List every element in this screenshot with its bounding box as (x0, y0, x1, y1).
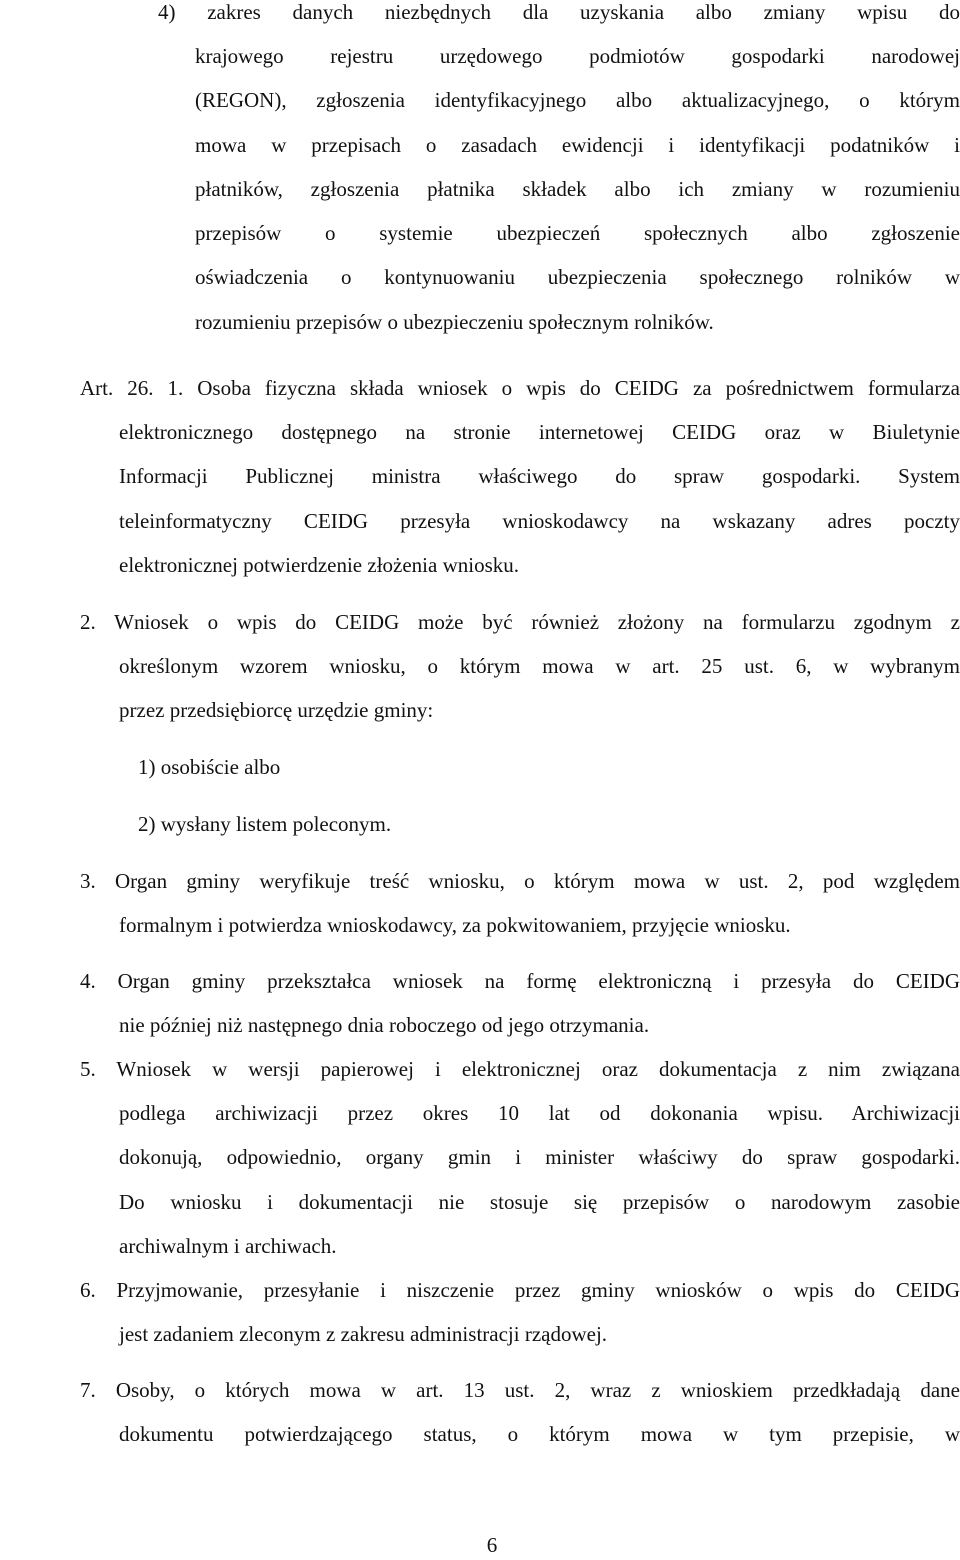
text-line: elektronicznego dostępnego na stronie internetowej CEIDG oraz w Biuletynie (119, 420, 960, 444)
text-line: Art. 26. 1. Osoba fizyczna składa wniosek o wpis do CEIDG za pośrednictwem formularza (80, 376, 960, 400)
art26-ust4 (119, 1003, 960, 1047)
text-line: jest zadaniem zleconym z zakresu administracji rządowej. (119, 1322, 608, 1346)
point-4 (158, 0, 960, 34)
text-line: 4. Organ gminy przekształca wniosek na formę elektroniczną i przesyła do CEIDG (80, 969, 960, 993)
text-line: płatników, zgłoszenia płatnika składek albo ich zmiany w rozumieniu (195, 176, 960, 201)
text-line: Do wniosku i dokumentacji nie stosuje się przepisów o narodowym zasobie (119, 1189, 960, 1214)
text-line: 4) zakres danych niezbędnych dla uzyskania albo zmiany wpisu do (158, 0, 960, 24)
text-line: formalnym i potwierdza wnioskodawcy, za pokwitowaniem, przyjęcie wniosku. (119, 913, 791, 937)
text-line: elektronicznej potwierdzenie złożenia wniosku. (119, 552, 520, 577)
art26-ust3 (119, 903, 960, 947)
text-line: Informacji Publicznej ministra właściwego do spraw gospodarki. System (119, 464, 960, 489)
text-line: 6. Przyjmowanie, przesyłanie i niszczenie przez gminy wniosków o wpis do CEIDG (80, 1278, 960, 1302)
text-line: (REGON), zgłoszenia identyfikacyjnego albo aktualizacyjnego, o którym (195, 88, 960, 113)
art26-ust2-first (80, 600, 960, 644)
art26-ust6-first (80, 1268, 960, 1312)
art26-ust3-first (80, 859, 960, 903)
text-line: 3. Organ gminy weryfikuje treść wniosku, o którym mowa w ust. 2, pod względem (80, 869, 960, 893)
art26-ust4-first (80, 959, 960, 1003)
art26-ust7-first (80, 1368, 960, 1412)
point-4-continuation (195, 34, 960, 344)
text-line: określonym wzorem wniosku, o którym mowa w art. 25 ust. 6, w wybranym (119, 654, 960, 678)
art26-ust2-item-2 (138, 802, 838, 846)
text-line: krajowego rejestru urzędowego podmiotów gospodarki narodowej (195, 44, 960, 68)
text-line: dokonują, odpowiednio, organy gmin i minister właściwy do spraw gospodarki. (119, 1145, 960, 1170)
text-line: nie później niż następnego dnia roboczego od jego otrzymania. (119, 1013, 650, 1037)
art26-ust6 (119, 1312, 960, 1356)
art26-ust5-first (80, 1047, 960, 1091)
text-line: 5. Wniosek w wersji papierowej i elektronicznej oraz dokumentacja z nim związana (80, 1057, 960, 1081)
text-line: dokumentu potwierdzającego status, o którym mowa w tym przepisie, w (119, 1422, 960, 1446)
text-line: archiwalnym i archiwach. (119, 1233, 337, 1258)
text-line: przepisów o systemie ubezpieczeń społecznych albo zgłoszenie (195, 221, 960, 246)
art26-ust1 (119, 410, 960, 587)
art26-ust7 (119, 1412, 960, 1456)
text-line: przez przedsiębiorcę urzędzie gminy: (119, 698, 434, 723)
page-number: 6 (486, 1533, 498, 1557)
text-line: mowa w przepisach o zasadach ewidencji i identyfikacji podatników i (195, 132, 960, 157)
art26-ust5 (119, 1091, 960, 1268)
list-item: 1) osobiście albo (138, 755, 281, 779)
text-line: oświadczenia o kontynuowaniu ubezpieczenia społecznego rolników w (195, 265, 960, 290)
list-item: 2) wysłany listem poleconym. (138, 812, 392, 836)
art26-ust1-first (80, 366, 960, 410)
text-line: 2. Wniosek o wpis do CEIDG może być również złożony na formularzu zgodnym z (80, 610, 960, 634)
text-line: teleinformatyczny CEIDG przesyła wnioskodawcy na wskazany adres poczty (119, 508, 960, 533)
art26-ust2 (119, 644, 960, 733)
text-line: rozumieniu przepisów o ubezpieczeniu społecznym rolników. (195, 309, 714, 334)
art26-ust2-item-1 (138, 745, 838, 789)
text-line: 7. Osoby, o których mowa w art. 13 ust. 2, wraz z wnioskiem przedkładają dane (80, 1378, 960, 1402)
text-line: podlega archiwizacji przez okres 10 lat od dokonania wpisu. Archiwizacji (119, 1101, 960, 1125)
